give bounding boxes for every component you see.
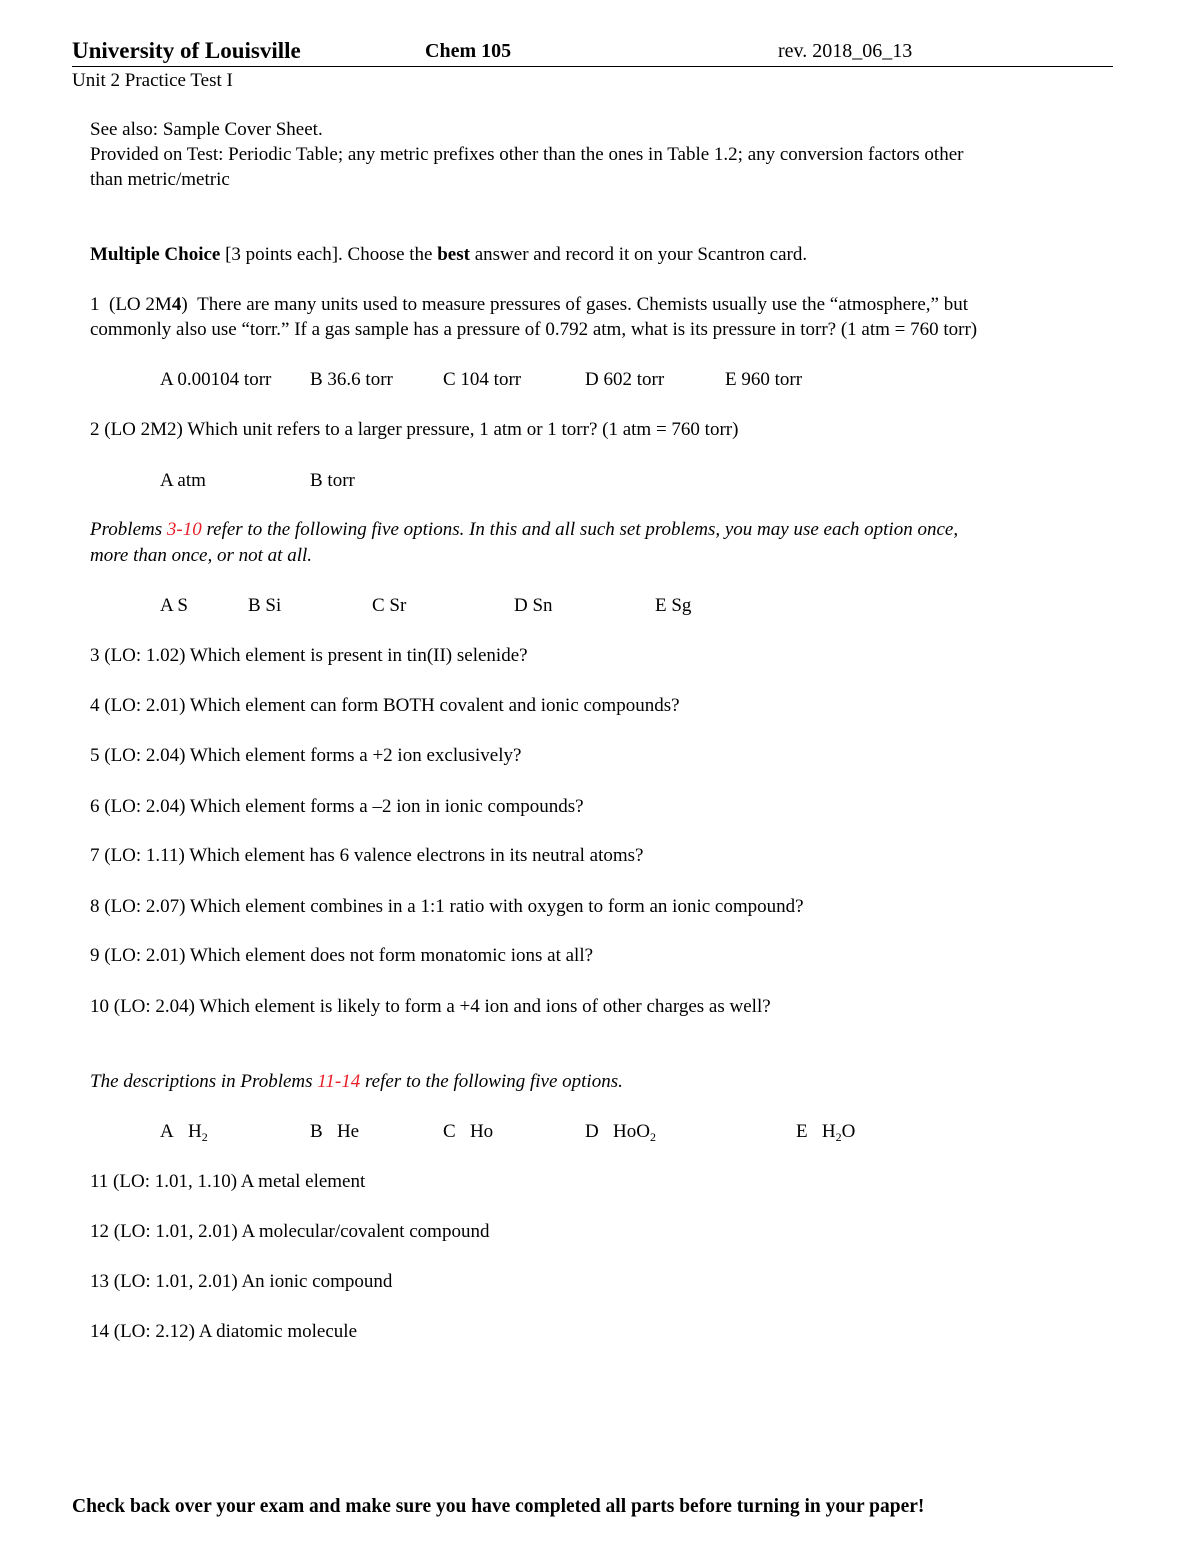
- q1-option-b: B 36.6 torr: [310, 369, 393, 390]
- set2-option-d: D HoO$_2$: [585, 1121, 656, 1144]
- question-5: 5 (LO: 2.04) Which element forms a +2 ion exclusively?: [90, 745, 522, 766]
- question-13: 13 (LO: 1.01, 2.01) An ionic compound: [90, 1271, 393, 1292]
- mc-heading-best: best: [437, 244, 470, 265]
- set1-option-a: A S: [160, 595, 188, 616]
- question-1-lo: (LO 2M4): [109, 294, 188, 315]
- set1-instructions-line1: Problems 3-10 refer to the following five options. In this and all such set problems, you may use each option once,: [90, 519, 959, 540]
- question-10: 10 (LO: 2.04) Which element is likely to form a +4 ion and ions of other charges as well?: [90, 996, 771, 1017]
- set2-range: 11-14: [317, 1071, 361, 1092]
- set1-option-c: C Sr: [372, 595, 407, 616]
- provided-text-line2: than metric/metric: [90, 169, 230, 190]
- question-6: 6 (LO: 2.04) Which element forms a –2 ion in ionic compounds?: [90, 796, 584, 817]
- set2-option-e: E $H_2O$: [796, 1121, 856, 1144]
- q2-option-a: A atm: [160, 470, 206, 491]
- mc-heading-text2: answer and record it on your Scantron card.: [469, 244, 808, 265]
- set1-instructions-line2: more than once, or not at all.: [90, 545, 312, 566]
- footer-reminder: Check back over your exam and make sure you have completed all parts before turning in your paper!: [72, 1496, 925, 1517]
- set1-option-b: B Si: [248, 595, 282, 616]
- q1-option-a: A 0.00104 torr: [160, 369, 272, 390]
- set1-range: 3-10: [166, 519, 202, 540]
- set2-option-b: B He: [310, 1121, 360, 1142]
- test-subtitle: Unit 2 Practice Test I: [72, 70, 233, 91]
- question-2: 2 (LO 2M2) Which unit refers to a larger pressure, 1 atm or 1 torr? (1 atm = 760 torr): [90, 419, 739, 440]
- see-also-text: See also: Sample Cover Sheet.: [90, 119, 323, 140]
- q1-option-d: D 602 torr: [585, 369, 665, 390]
- set2-option-c: C Ho: [443, 1121, 494, 1142]
- question-4: 4 (LO: 2.01) Which element can form BOTH covalent and ionic compounds?: [90, 695, 680, 716]
- question-1-line2: commonly also use “torr.” If a gas sample has a pressure of 0.792 atm, what is its pressure in torr? (1 atm = 760 torr): [90, 319, 978, 340]
- question-7: 7 (LO: 1.11) Which element has 6 valence electrons in its neutral atoms?: [90, 845, 644, 866]
- set2-option-a: A $H_2$: [160, 1121, 208, 1144]
- header-rule: [72, 66, 1113, 67]
- question-11: 11 (LO: 1.01, 1.10) A metal element: [90, 1171, 366, 1192]
- course-name: Chem 105: [425, 40, 512, 62]
- question-14: 14 (LO: 2.12) A diatomic molecule: [90, 1321, 358, 1342]
- university-name: University of Louisville: [72, 38, 301, 63]
- q1-option-e: E 960 torr: [725, 369, 803, 390]
- mc-heading: [90, 244, 807, 266]
- question-1-number: 1: [90, 294, 100, 315]
- set1-option-e: E Sg: [655, 595, 692, 616]
- question-1-text: There are many units used to measure pressures of gases. Chemists usually use the “atmosphere,” but: [197, 294, 969, 315]
- set2-instructions: The descriptions in Problems 11-14 refer to the following five options.: [90, 1071, 623, 1092]
- mc-heading-bold: Multiple Choice: [90, 244, 221, 265]
- question-3: 3 (LO: 1.02) Which element is present in tin(II) selenide?: [90, 645, 528, 666]
- question-8: 8 (LO: 2.07) Which element combines in a 1:1 ratio with oxygen to form an ionic compound?: [90, 896, 804, 917]
- question-9: 9 (LO: 2.01) Which element does not form monatomic ions at all?: [90, 945, 594, 966]
- q2-option-b: B torr: [310, 470, 355, 491]
- provided-text-line1: Provided on Test: Periodic Table; any metric prefixes other than the ones in Table 1.2; any conversion factors other: [90, 144, 964, 165]
- revision-label: rev. 2018_06_13: [778, 40, 913, 62]
- question-12: 12 (LO: 1.01, 2.01) A molecular/covalent compound: [90, 1221, 490, 1242]
- set1-option-d: D Sn: [514, 595, 553, 616]
- question-1-line1: [90, 294, 968, 316]
- mc-heading-text: [3 points each]. Choose the: [220, 244, 438, 265]
- q1-option-c: C 104 torr: [443, 369, 522, 390]
